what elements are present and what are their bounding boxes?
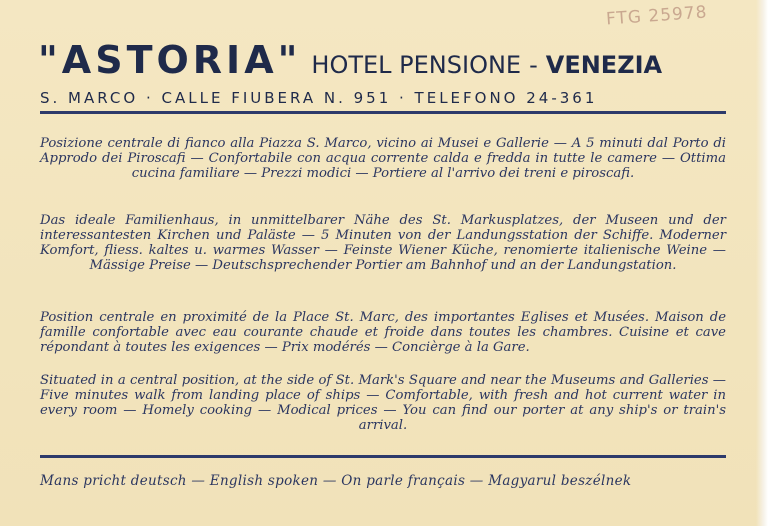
address-line: S. MARCO · CALLE FIUBERA N. 951 · TELEFONO 24-361 (40, 89, 598, 107)
paragraph-italian: Posizione centrale di fianco alla Piazza S. Marco, vicino ai Musei e Gallerie — A 5 minuti dal Porto di Approdo dei Piroscafi — Confortabile con acqua corrente calda e fredda in tutte le camere — Ottima cucina familiare — Prezzi modici — Portiere al l'arrivo dei treni e piroscafi. (40, 136, 726, 181)
hotel-name: "ASTORIA" (38, 38, 302, 82)
pencil-note: FTG 25978 (605, 2, 709, 30)
city-name: VENEZIA (545, 51, 663, 79)
card-edge (756, 0, 768, 526)
languages-footer: Mans pricht deutsch — English spoken — On parle français — Magyarul beszélnek (40, 473, 632, 489)
hotel-title (38, 38, 728, 82)
paragraph-german: Das ideale Familienhaus, in unmittelbarer Nähe des St. Markusplatzes, der Museen und der interessantesten Kirchen und Paläste — 5 Minuten von der Landungsstation der Schiffe. Moderner Komfort, fliess. kaltes u. warmes Wasser — Feinste Wiener Küche, renomierte italienische Weine — Mässige Preise — Deutschsprechender Portier am Bahnhof und an der Landungstation. (40, 213, 726, 273)
bottom-divider (40, 455, 726, 458)
paragraph-french: Position centrale en proximité de la Place St. Marc, des importantes Eglises et Musées. Maison de famille confortable avec eau courante chaude et froide dans toutes les chambres. Cuisine et cave répondant à toutes les exigences — Prix modérés — Concièrge à la Gare. (40, 310, 726, 355)
title-dash: - (529, 51, 538, 79)
paragraph-english: Situated in a central position, at the side of St. Mark's Square and near the Museums and Galleries — Five minutes walk from landing place of ships — Comfortable, with fresh and hot current water in every room — Homely cooking — Modical prices — You can find our porter at any ship's or train's arrival. (40, 373, 726, 433)
hotel-type: HOTEL PENSIONE (311, 51, 522, 79)
top-divider (40, 111, 726, 114)
